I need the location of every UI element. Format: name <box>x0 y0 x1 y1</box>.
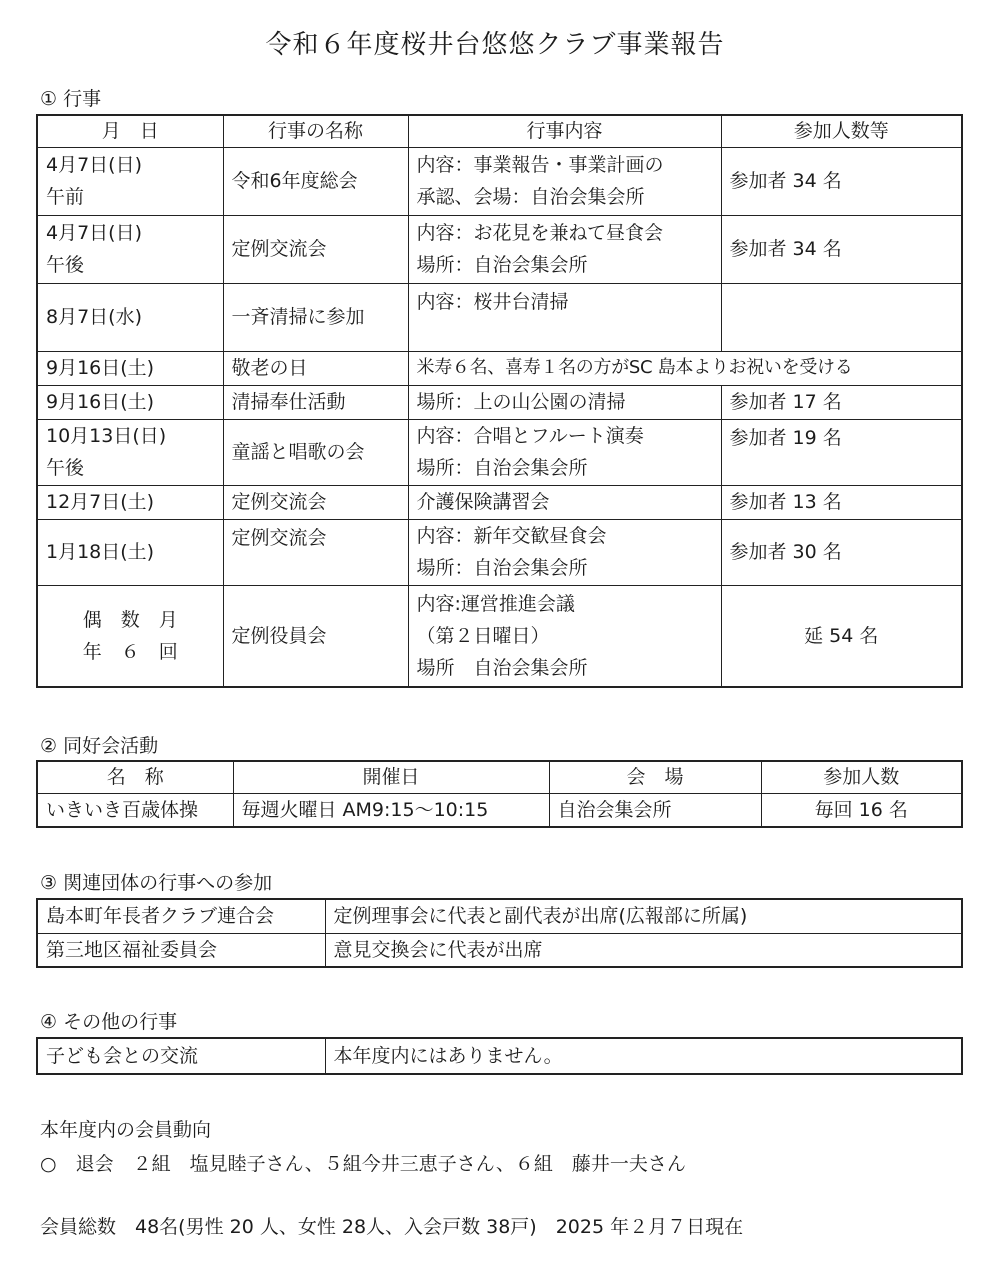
event-name: 敬老の日 <box>223 351 408 385</box>
related-desc: 定例理事会に代表と副代表が出席(広報部に所属) <box>325 899 962 933</box>
page-title: 令和６年度桜井台悠悠クラブ事業報告 <box>265 30 725 60</box>
members-total: 会員総数 48名(男性 20 人、女性 28人、入会戸数 38戸) 2025 年２月７日現在 <box>40 1216 744 1238</box>
table-row <box>37 793 962 827</box>
event-name: 一斉清掃に参加 <box>223 283 408 351</box>
event-name: 定例交流会 <box>223 215 408 283</box>
members-heading: 本年度内の会員動向 <box>40 1119 212 1141</box>
event-count: 参加者 17 名 <box>721 385 962 419</box>
event-count: 参加者 13 名 <box>721 485 962 519</box>
table-row <box>37 147 962 215</box>
other-name: 子ども会との交流 <box>37 1038 325 1074</box>
related-org: 第三地区福祉委員会 <box>37 933 325 967</box>
event-content: 内容：桜井台清掃 <box>408 283 721 351</box>
event-date: 12月7日(土) <box>37 485 223 519</box>
other-desc: 本年度内にはありません。 <box>325 1038 962 1074</box>
header-count: 参加人数等 <box>721 115 962 147</box>
event-date: 4月7日(日) 午前 <box>37 147 223 215</box>
club-venue: 自治会集会所 <box>549 793 761 827</box>
event-name: 令和6年度総会 <box>223 147 408 215</box>
header-content: 行事内容 <box>408 115 721 147</box>
club-date: 毎週火曜日 AM9:15～10:15 <box>233 793 549 827</box>
other-table <box>36 1037 963 1075</box>
event-name: 定例交流会 <box>223 519 408 585</box>
section-clubs-heading: ② 同好会活動 <box>40 735 159 757</box>
event-name: 定例交流会 <box>223 485 408 519</box>
event-count: 参加者 34 名 <box>721 215 962 283</box>
header-club-venue: 会 場 <box>549 761 761 793</box>
events-header-row <box>37 115 962 147</box>
event-content: 介護保険講習会 <box>408 485 721 519</box>
event-date: 8月7日(水) <box>37 283 223 351</box>
event-content: 米寿６名、喜寿１名の方がSC 島本よりお祝いを受ける <box>408 351 962 385</box>
table-row <box>37 419 962 485</box>
table-row <box>37 585 962 687</box>
event-date: 4月7日(日) 午後 <box>37 215 223 283</box>
clubs-table <box>36 760 963 828</box>
section-events-heading: ① 行事 <box>40 88 102 110</box>
table-row <box>37 485 962 519</box>
event-count: 延 54 名 <box>721 585 962 687</box>
event-name: 定例役員会 <box>223 585 408 687</box>
table-row <box>37 351 962 385</box>
header-club-count: 参加人数 <box>761 761 962 793</box>
clubs-header-row <box>37 761 962 793</box>
events-table <box>36 114 963 688</box>
event-content: 内容：合唱とフルート演奏 場所：自治会集会所 <box>408 419 721 485</box>
club-count: 毎回 16 名 <box>761 793 962 827</box>
header-name: 行事の名称 <box>223 115 408 147</box>
table-row <box>37 1038 962 1074</box>
event-date: 1月18日(土) <box>37 519 223 585</box>
event-name: 清掃奉仕活動 <box>223 385 408 419</box>
event-count: 参加者 19 名 <box>721 419 962 485</box>
event-date: 10月13日(日) 午後 <box>37 419 223 485</box>
header-club-name: 名 称 <box>37 761 233 793</box>
event-content: 内容：お花見を兼ねて昼食会 場所：自治会集会所 <box>408 215 721 283</box>
event-date: 9月16日(土) <box>37 351 223 385</box>
club-name: いきいき百歳体操 <box>37 793 233 827</box>
event-name: 童謡と唱歌の会 <box>223 419 408 485</box>
table-row <box>37 283 962 351</box>
event-content: 内容：事業報告・事業計画の 承認、会場：自治会集会所 <box>408 147 721 215</box>
event-date: 9月16日(土) <box>37 385 223 419</box>
related-desc: 意見交換会に代表が出席 <box>325 933 962 967</box>
event-count: 参加者 30 名 <box>721 519 962 585</box>
table-row <box>37 385 962 419</box>
header-date: 月 日 <box>37 115 223 147</box>
event-date: 偶 数 月 年 ６ 回 <box>37 585 223 687</box>
event-content: 内容：新年交歓昼食会 場所：自治会集会所 <box>408 519 721 585</box>
table-row <box>37 899 962 933</box>
section-related-heading: ③ 関連団体の行事への参加 <box>40 872 273 894</box>
event-content: 場所：上の山公園の清掃 <box>408 385 721 419</box>
members-withdrawal: ○ 退会 ２組 塩見睦子さん、５組今井三恵子さん、６組 藤井一夫さん <box>40 1153 686 1175</box>
event-count: 参加者 34 名 <box>721 147 962 215</box>
table-row <box>37 519 962 585</box>
header-club-date: 開催日 <box>233 761 549 793</box>
related-table <box>36 898 963 968</box>
table-row <box>37 215 962 283</box>
section-other-heading: ④ その他の行事 <box>40 1011 178 1033</box>
table-row <box>37 933 962 967</box>
event-count <box>721 283 962 351</box>
related-org: 島本町年長者クラブ連合会 <box>37 899 325 933</box>
event-content: 内容:運営推進会議 （第２日曜日） 場所 自治会集会所 <box>408 585 721 687</box>
